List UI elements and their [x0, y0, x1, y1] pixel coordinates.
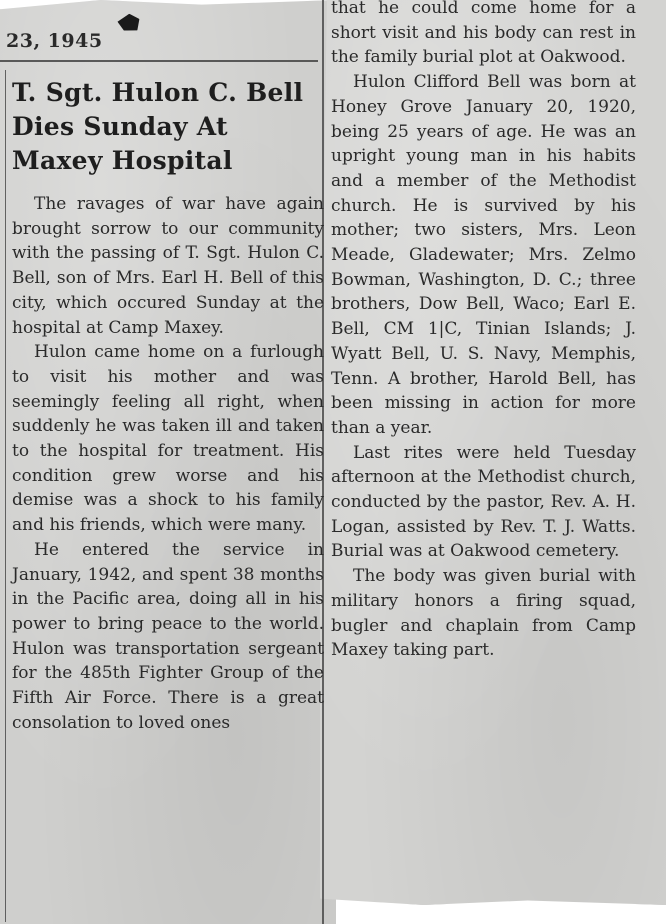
paragraph: Last rites were held Tuesday afternoon at the Methodist church, conducted by the pastor, Rev. A. H. Logan, assisted by Rev. T. J. Watts. Burial was at Oakwood cemetery. — [331, 442, 636, 562]
paragraph: that he could come home for a short visit and his body can rest in the family burial plot at Oakwood. — [331, 0, 636, 68]
date-line: 23, 1945 — [6, 30, 103, 52]
paragraph: Hulon Clifford Bell was born at Honey Grove January 20, 1920, being 25 years of age. He was an upright young man in his habits and a member of the Methodist church. He is survived by his mother; two sisters, Mrs. Leon Meade, Gladewater; Mrs. Zelmo Bowman, Washington, D. C.; three brothers, Dow Bell, Waco; Earl E. Bell, CM 1|C, Tinian Islands; J. Wyatt Bell, U. S. Navy, Memphis, Tenn. A brother, Harold Bell, has been missing in action for more than a year. — [331, 72, 636, 438]
headline: T. Sgt. Hulon C. Bell Dies Sunday At Maxey Hospital — [12, 78, 304, 175]
paragraph: Hulon came home on a furlough to visit his mother and was seemingly feeling all right, when suddenly he was taken ill and taken to the hospital for treatment. His condition grew worse and his demise was a shock to his family and his friends, which were many. — [12, 342, 324, 536]
paragraph: The ravages of war have again brought sorrow to our community with the passing of T. Sgt. Hulon C. Bell, son of Mrs. Earl H. Bell of this city, which occured Sunday at the hospital at Camp Maxey. — [12, 194, 324, 338]
paragraph: He entered the service in January, 1942, and spent 38 months in the Pacific area, doing all in his power to bring peace to the world. Hulon was transportation sergeant for the 485th Fighter Group of the Fifth Air Force. There is a great consolation to loved ones — [12, 539, 324, 733]
paragraph: The body was given burial with military honors a firing squad, bugler and chaplain from Camp Maxey taking part. — [331, 566, 636, 661]
left-column — [12, 192, 324, 735]
date-rule — [0, 60, 318, 62]
right-column — [331, 0, 636, 663]
left-border-rule — [5, 70, 6, 922]
